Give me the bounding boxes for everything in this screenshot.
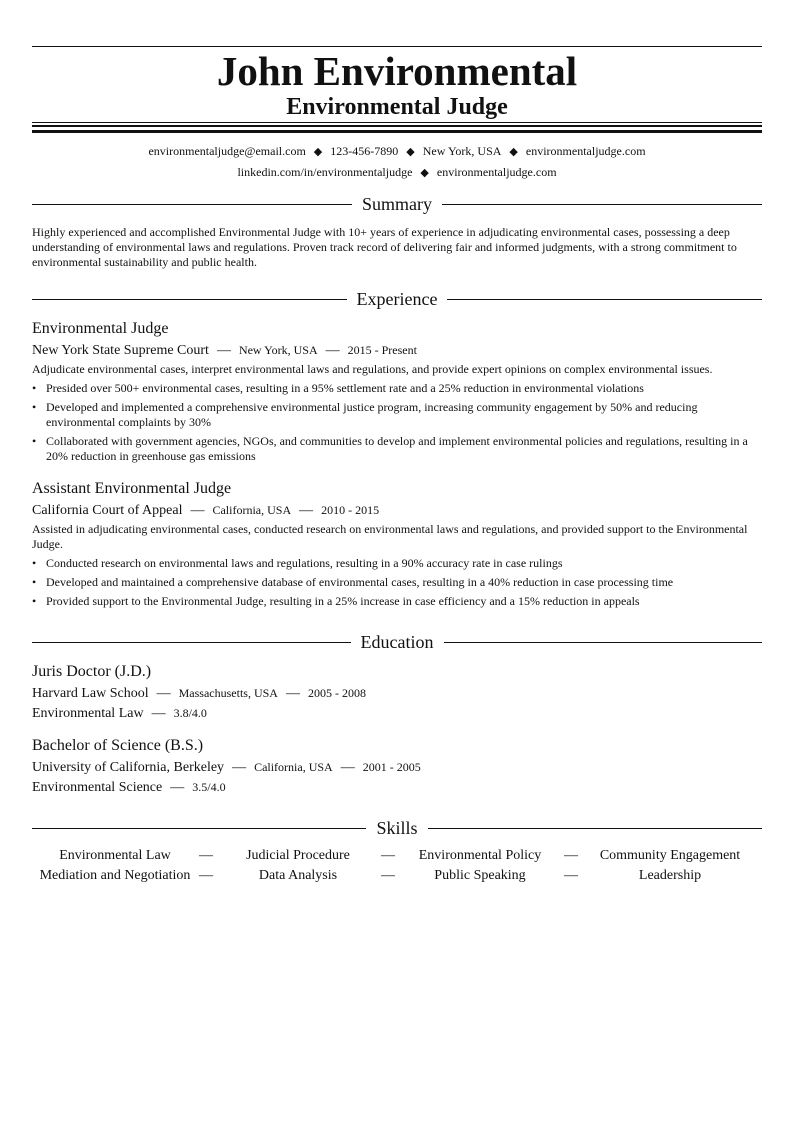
- candidate-name: John Environmental: [216, 48, 578, 94]
- skill-item: Judicial Procedure: [246, 848, 350, 863]
- gpa: 3.5/4.0: [192, 780, 226, 794]
- job-location: California, USA: [212, 503, 292, 517]
- job-description: Assisted in adjudicating environmental cases, conducted research on environmental laws and regulations, and provided support to the Environmental Judge.: [32, 522, 748, 551]
- dash: —: [190, 503, 205, 518]
- list-item: • Developed and implemented a comprehensive environmental justice program, increasing community engagement by 50% and reducing environmental complaints by 30%: [32, 400, 698, 429]
- gpa: 3.8/4.0: [173, 706, 207, 720]
- dash: —: [216, 343, 231, 358]
- job-employer: California Court of Appeal: [32, 503, 183, 518]
- diamond-icon: ◆: [420, 167, 429, 179]
- dash: —: [285, 686, 300, 701]
- divider: [32, 204, 352, 205]
- divider: [447, 299, 762, 300]
- degree: Bachelor of Science (B.S.): [32, 737, 204, 754]
- header-rule: [32, 122, 762, 123]
- divider: [32, 828, 366, 829]
- list-item: • Collaborated with government agencies, NGOs, and communities to develop and implement environmental policies and regulations, resulting in a 20% reduction in greenhouse gas emissions: [32, 434, 748, 463]
- header-rule: [32, 125, 762, 127]
- job-dates: 2010 - 2015: [321, 503, 380, 517]
- skills-table: [32, 846, 762, 886]
- section-label: Summary: [362, 194, 432, 214]
- job-meta: [32, 501, 379, 520]
- skill-separator: —: [381, 848, 395, 863]
- section-label: Experience: [356, 289, 438, 309]
- list-item: • Presided over 500+ environmental cases, resulting in a 95% settlement rate and a 25% reduction in environmental violations: [32, 381, 644, 395]
- contact-website-2[interactable]: environmentaljudge.com: [436, 165, 557, 179]
- diamond-icon: ◆: [509, 146, 518, 158]
- contact-email[interactable]: environmentaljudge@email.com: [148, 144, 306, 158]
- dash: —: [299, 503, 314, 518]
- skill-separator: —: [564, 868, 578, 883]
- skill-item: Environmental Law: [59, 848, 171, 863]
- degree: Juris Doctor (J.D.): [32, 663, 152, 680]
- skill-separator: —: [199, 868, 213, 883]
- skill-item: Environmental Policy: [418, 848, 542, 863]
- job-meta: [32, 341, 417, 360]
- school-location: Massachusetts, USA: [178, 686, 278, 700]
- skill-item: Community Engagement: [599, 848, 741, 863]
- divider: [442, 204, 762, 205]
- header-rule: [32, 130, 762, 133]
- skills-row: [32, 866, 762, 886]
- section-label: Skills: [376, 818, 418, 838]
- diamond-icon: ◆: [313, 146, 323, 158]
- field-of-study: Environmental Law: [32, 706, 144, 721]
- list-item: • Conducted research on environmental laws and regulations, resulting in a 90% accuracy rate in case rulings: [32, 556, 563, 570]
- bullet-icon: •: [32, 400, 37, 414]
- school-name: Harvard Law School: [32, 686, 149, 701]
- dash: —: [156, 686, 171, 701]
- divider: [444, 642, 763, 643]
- field-of-study: Environmental Science: [32, 780, 163, 795]
- bullet-icon: •: [32, 434, 37, 448]
- summary-heading: [32, 192, 762, 216]
- job-dates: 2015 - Present: [347, 343, 417, 357]
- job-location: New York, USA: [238, 343, 318, 357]
- school-meta: [32, 684, 366, 703]
- dash: —: [232, 760, 247, 775]
- divider: [428, 828, 762, 829]
- contact-phone[interactable]: 123-456-7890: [330, 144, 399, 158]
- bullet-icon: •: [32, 575, 37, 589]
- skill-separator: —: [381, 868, 395, 883]
- dash: —: [151, 706, 166, 721]
- dash: —: [340, 760, 355, 775]
- list-item: • Developed and maintained a comprehensive database of environmental cases, resulting in a 40% reduction in case processing time: [32, 575, 674, 589]
- school-dates: 2005 - 2008: [307, 686, 366, 700]
- list-item: • Provided support to the Environmental Judge, resulting in a 25% increase in case efficiency and a 15% reduction in appeals: [32, 594, 640, 608]
- section-label: Education: [360, 632, 434, 652]
- field-meta: [32, 778, 226, 797]
- skill-separator: —: [564, 848, 578, 863]
- bullet-icon: •: [32, 556, 37, 570]
- contact-line-2: [32, 164, 762, 181]
- school-name: University of California, Berkeley: [32, 760, 225, 775]
- job-employer: New York State Supreme Court: [32, 343, 209, 358]
- contact-linkedin[interactable]: linkedin.com/in/environmentaljudge: [237, 165, 413, 179]
- school-dates: 2001 - 2005: [362, 760, 421, 774]
- skill-item: Mediation and Negotiation: [39, 868, 191, 883]
- school-location: California, USA: [254, 760, 333, 774]
- experience-heading: [32, 287, 762, 311]
- dash: —: [170, 780, 185, 795]
- skills-heading: [32, 816, 762, 840]
- contact-line-1: [32, 143, 762, 160]
- job-description: Adjudicate environmental cases, interpret environmental laws and regulations, and provide expert opinions on complex environmental issues.: [32, 362, 713, 376]
- bullet-icon: •: [32, 381, 37, 395]
- skill-item: Public Speaking: [434, 868, 526, 883]
- skills-row: [32, 846, 762, 866]
- summary-text: Highly experienced and accomplished Environmental Judge with 10+ years of experience in adjudicating environmental cases, possessing a deep understanding of environmental laws and regulations. Proven track record of delivering fair and informed judgments, with a strong commitment to environmental sustainability and public health.: [32, 225, 737, 269]
- field-meta: [32, 704, 207, 723]
- skill-item: Data Analysis: [258, 868, 338, 883]
- candidate-title: Environmental Judge: [286, 94, 508, 120]
- divider: [32, 299, 347, 300]
- dash: —: [325, 343, 340, 358]
- bullet-icon: •: [32, 594, 37, 608]
- diamond-icon: ◆: [406, 146, 415, 158]
- school-meta: [32, 758, 421, 777]
- contact-location: New York, USA: [422, 144, 502, 158]
- education-heading: [32, 630, 762, 654]
- divider: [32, 642, 351, 643]
- job-title: Environmental Judge: [32, 320, 169, 337]
- skill-separator: —: [199, 848, 213, 863]
- contact-website[interactable]: environmentaljudge.com: [525, 144, 646, 158]
- job-title: Assistant Environmental Judge: [32, 480, 232, 497]
- skill-item: Leadership: [638, 868, 702, 883]
